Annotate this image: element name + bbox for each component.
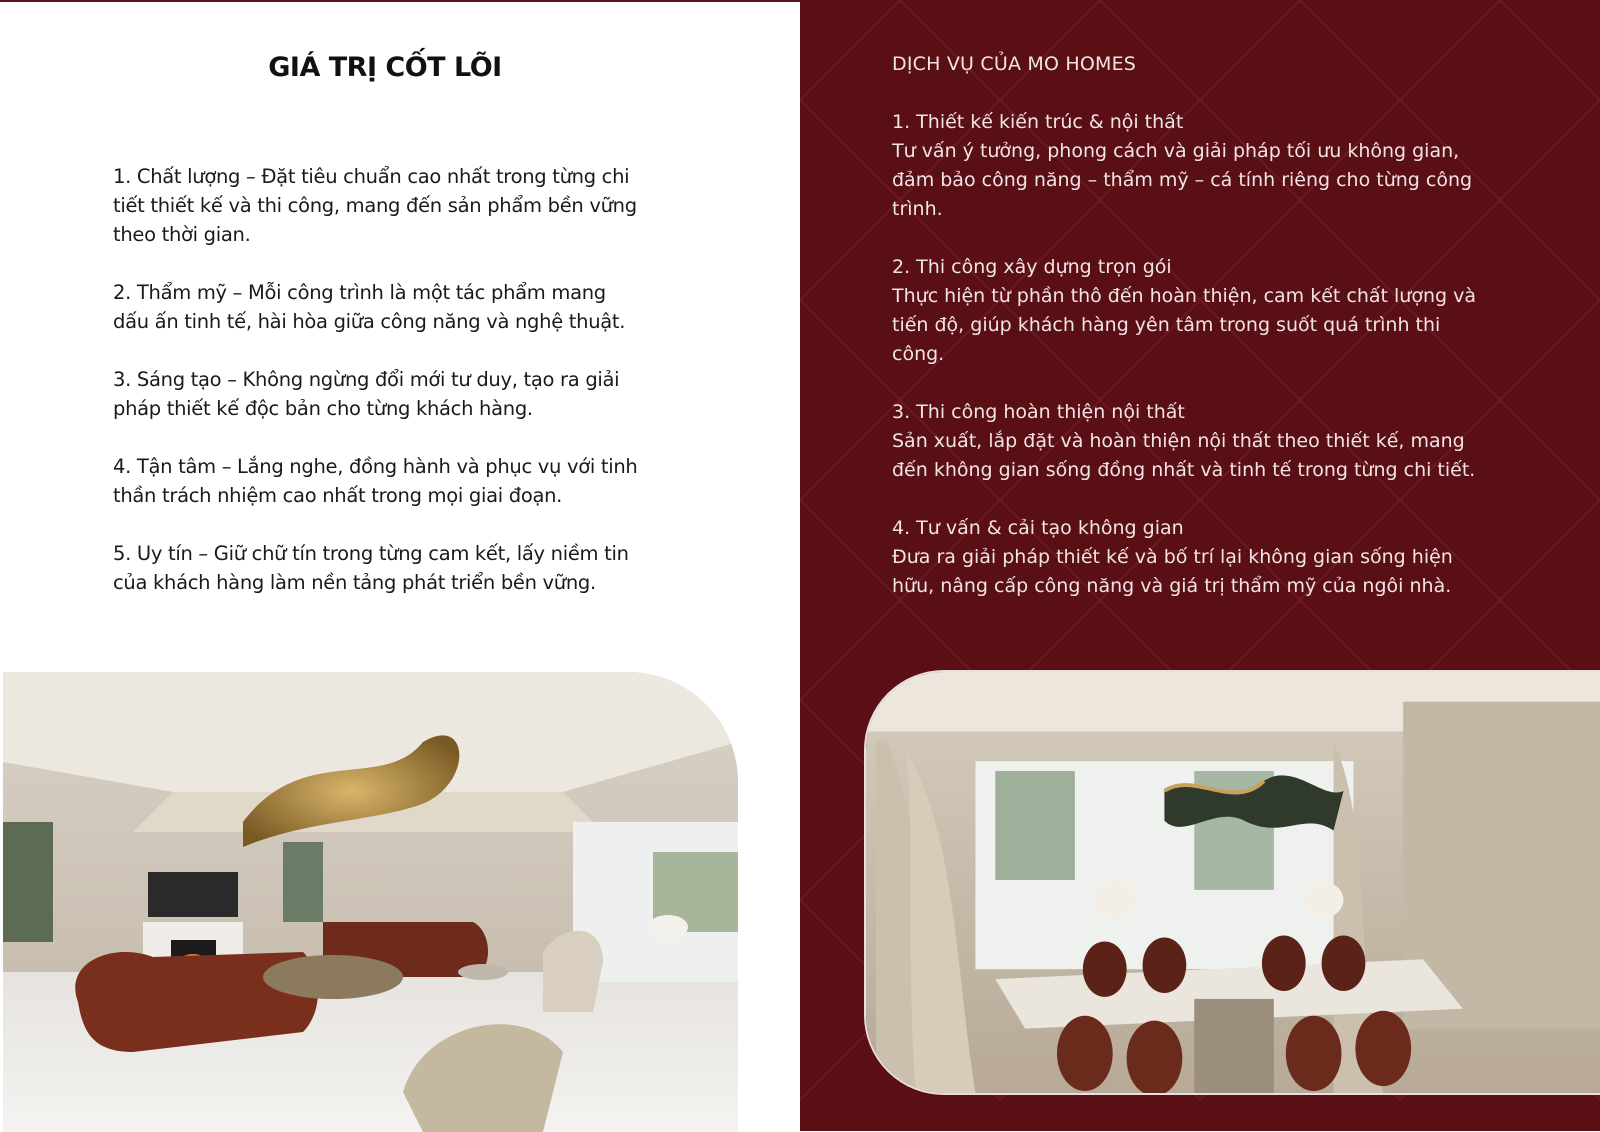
value-item-5: 5. Uy tín – Giữ chữ tín trong từng cam kết, lấy niềm tin của khách hàng làm nền tảng phát triển bền vững. bbox=[113, 542, 629, 594]
service-item bbox=[892, 398, 1492, 485]
service-item bbox=[892, 514, 1492, 601]
page-title: GIÁ TRỊ CỐT LÕI bbox=[268, 52, 502, 83]
services-heading: DỊCH VỤ CỦA MO HOMES bbox=[892, 53, 1137, 75]
living-room-photo bbox=[3, 672, 738, 1132]
service-description: Tư vấn ý tưởng, phong cách và giải pháp tối ưu không gian, đảm bảo công năng – thẩm mỹ – cá tính riêng cho từng công trình. bbox=[892, 140, 1473, 220]
service-item bbox=[892, 253, 1492, 369]
value-item-3: 3. Sáng tạo – Không ngừng đổi mới tư duy, tạo ra giải pháp thiết kế độc bản cho từng khách hàng. bbox=[113, 368, 620, 420]
service-item bbox=[892, 108, 1492, 224]
dining-room-photo bbox=[864, 670, 1600, 1095]
service-title: 3. Thi công hoàn thiện nội thất bbox=[892, 401, 1185, 423]
service-description: Sản xuất, lắp đặt và hoàn thiện nội thất theo thiết kế, mang đến không gian sống đồng nhất và tinh tế trong từng chi tiết. bbox=[892, 430, 1476, 481]
service-description: Thực hiện từ phần thô đến hoàn thiện, cam kết chất lượng và tiến độ, giúp khách hàng yên tâm trong suốt quá trình thi công. bbox=[892, 285, 1476, 365]
left-page bbox=[0, 0, 800, 1131]
value-item-2: 2. Thẩm mỹ – Mỗi công trình là một tác phẩm mang dấu ấn tinh tế, hài hòa giữa công năng và nghệ thuật. bbox=[113, 281, 626, 333]
services-section bbox=[892, 50, 1492, 630]
value-item-1: 1. Chất lượng – Đặt tiêu chuẩn cao nhất trong từng chi tiết thiết kế và thi công, mang đến sản phẩm bền vững theo thời gian. bbox=[113, 165, 637, 246]
service-description: Đưa ra giải pháp thiết kế và bố trí lại không gian sống hiện hữu, nâng cấp công năng và giá trị thẩm mỹ của ngôi nhà. bbox=[892, 546, 1453, 597]
service-title: 4. Tư vấn & cải tạo không gian bbox=[892, 517, 1184, 539]
service-title: 2. Thi công xây dựng trọn gói bbox=[892, 256, 1172, 278]
service-title: 1. Thiết kế kiến trúc & nội thất bbox=[892, 111, 1184, 133]
core-values-list bbox=[113, 162, 643, 626]
value-item-4: 4. Tận tâm – Lắng nghe, đồng hành và phục vụ với tinh thần trách nhiệm cao nhất trong mọi giai đoạn. bbox=[113, 455, 638, 507]
